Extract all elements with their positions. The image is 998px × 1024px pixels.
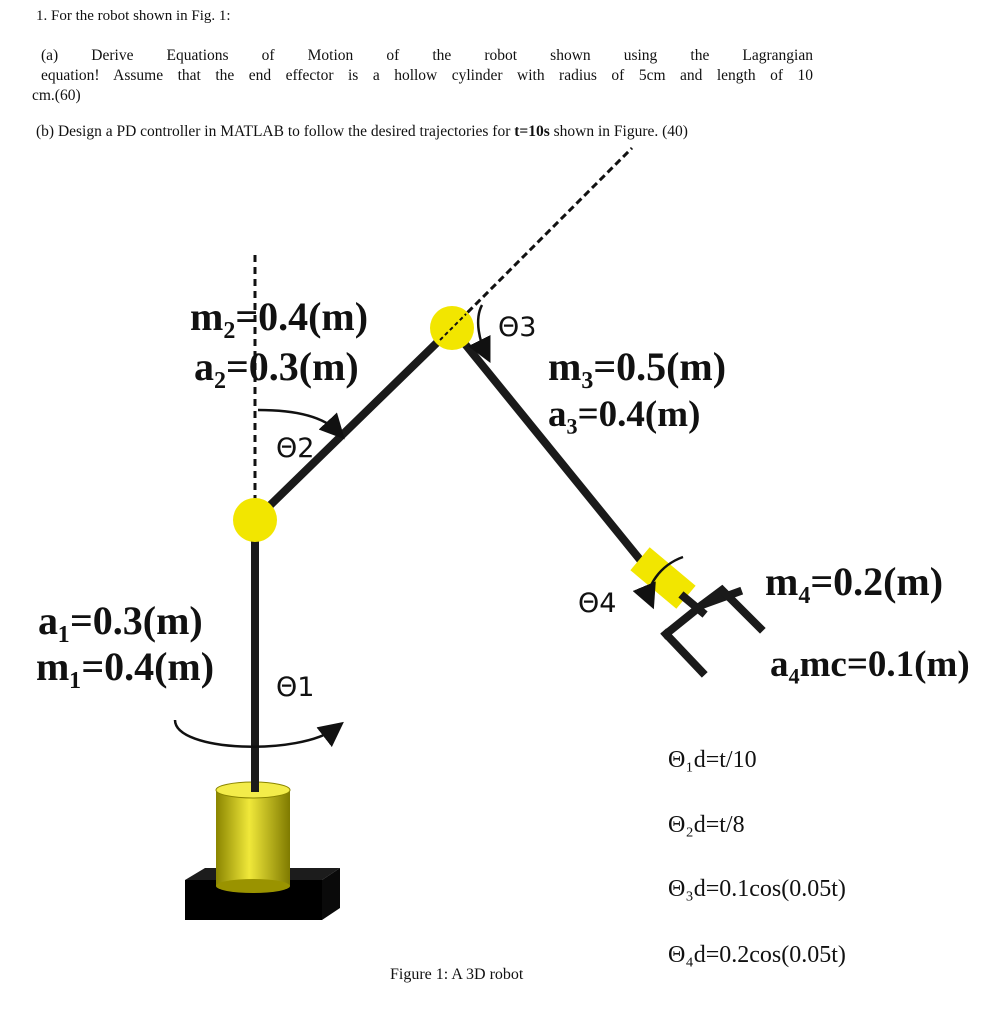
- theta1-label: Θ1: [276, 672, 315, 703]
- question-title: 1. For the robot shown in Fig. 1:: [36, 8, 231, 24]
- trajectory-theta4: Θ₄d=0.2cos(0.05t): [668, 942, 846, 968]
- part-a-line2: equation! Assume that the end effector is a hollow cylinder with radius of 5cm and length of 10: [41, 67, 813, 84]
- link2-length-label: a₂=0.3(m): [194, 344, 359, 389]
- part-a-line3: cm.(60): [32, 87, 81, 104]
- theta2-label: Θ2: [276, 433, 315, 464]
- link2-extension-dashed: [452, 148, 632, 328]
- link3-length-label: a₃=0.4(m): [548, 394, 701, 435]
- link2-mass-label: m₂=0.4(m): [190, 294, 369, 339]
- link1-mass-label: m₁=0.4(m): [36, 644, 215, 689]
- figure-caption: Figure 1: A 3D robot: [390, 966, 524, 983]
- theta3-angle-arrow: [478, 305, 486, 354]
- theta3-label: Θ3: [498, 312, 537, 343]
- part-b-post: shown in Figure. (40): [549, 123, 688, 140]
- trajectory-theta1: Θ₁d=t/10: [668, 747, 757, 773]
- theta4-label: Θ4: [578, 588, 617, 619]
- part-b-time: t=10s: [514, 123, 550, 140]
- trajectory-theta3: Θ₃d=0.1cos(0.05t): [668, 876, 846, 902]
- theta2-angle-arrow: [258, 410, 338, 432]
- link4-length-label: a₄mc=0.1(m): [770, 644, 970, 685]
- link4-mass-label: m₄=0.2(m): [765, 559, 944, 604]
- link1-length-label: a₁=0.3(m): [38, 598, 203, 643]
- joint-2: [233, 498, 277, 542]
- link3-mass-label: m₃=0.5(m): [548, 344, 727, 389]
- part-b-pre: (b) Design a PD controller in MATLAB to follow the desired trajectories for: [36, 123, 515, 140]
- base-cylinder: [216, 782, 290, 893]
- trajectory-theta2: Θ₂d=t/8: [668, 812, 745, 838]
- part-a-line1: (a) Derive Equations of Motion of the robot shown using the Lagrangian: [41, 47, 813, 64]
